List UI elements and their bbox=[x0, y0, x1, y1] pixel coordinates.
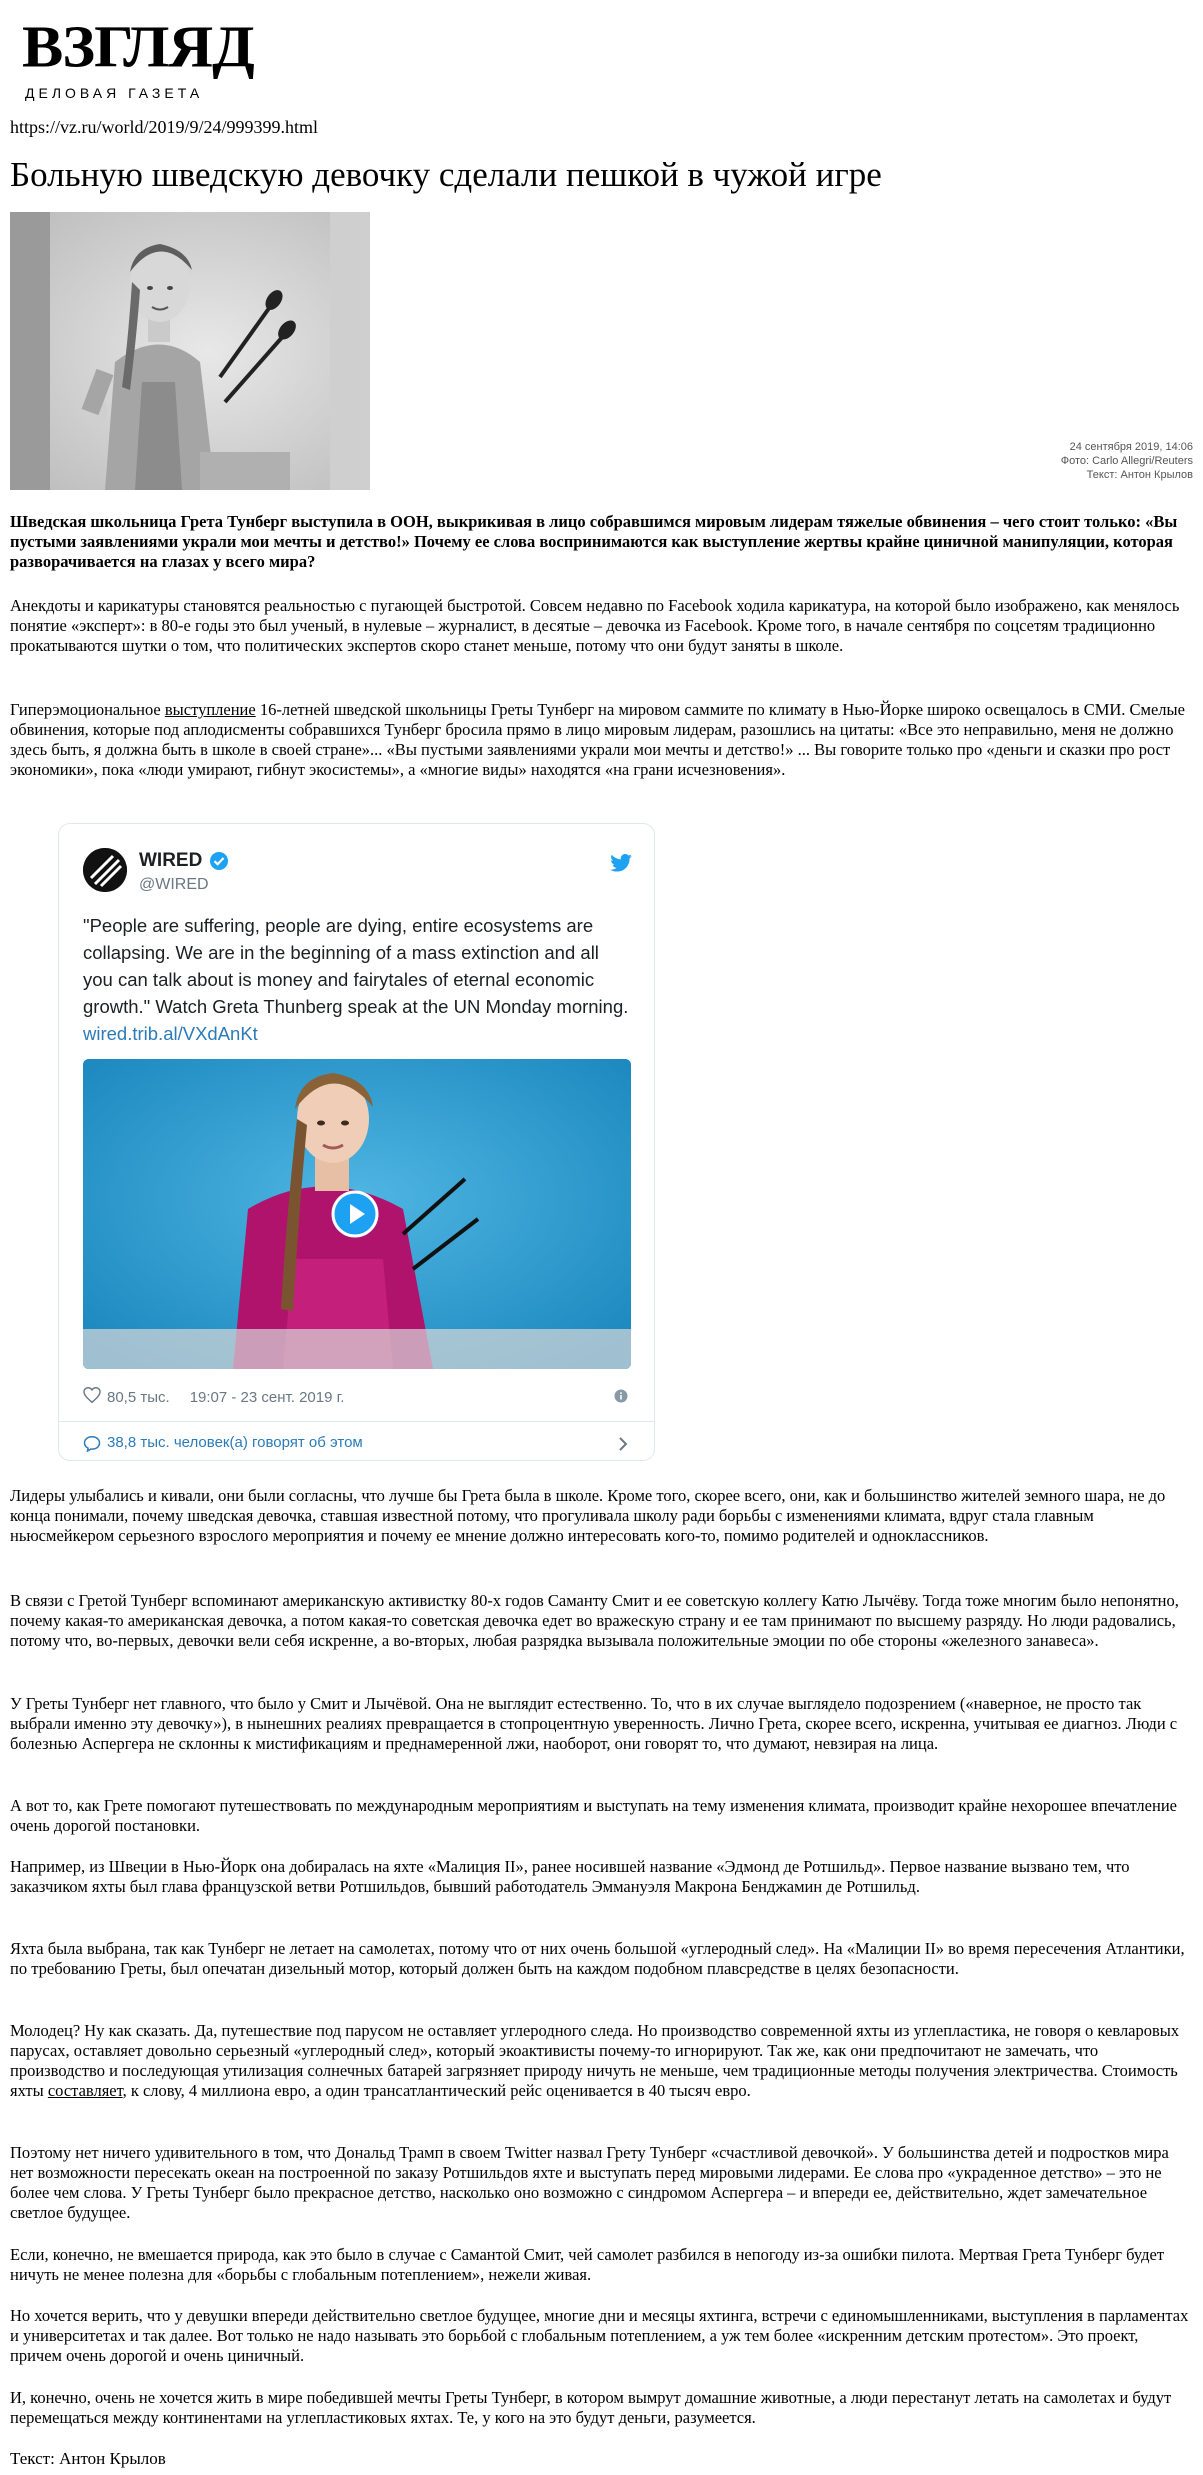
cost-link[interactable]: составляет bbox=[47, 2081, 123, 2100]
speech-bubble-icon bbox=[83, 1435, 101, 1452]
article-author: Текст: Антон Крылов bbox=[10, 2449, 166, 2468]
site-logo[interactable] bbox=[22, 15, 302, 101]
paragraph-8: Яхта была выбрана, так как Тунберг не летает на самолетах, потому что от них очень большой «углеродный след». На «Малиции II» во время пересечения Атлантики, по требованию Греты, был опечатан дизельный мотор, который должен быть на каждом подобном плавсредстве в целях безопасности. bbox=[10, 1939, 1185, 1978]
paragraph-7: Например, из Швеции в Нью-Йорк она добиралась на яхте «Малиция II», ранее носившей название «Эдмонд де Ротшильд». Первое название вызвано тем, что заказчиком яхты был глава французской ветви Ротшильдов, бывший работодатель Эммануэля Макрона Бенджамин де Ротшильд. bbox=[10, 1857, 1130, 1896]
tweet-video[interactable] bbox=[83, 1059, 631, 1369]
article-title: Больную шведскую девочку сделали пешкой в чужой игре bbox=[10, 155, 882, 194]
page-url: https://vz.ru/world/2019/9/24/999399.html bbox=[10, 117, 318, 137]
embedded-tweet[interactable] bbox=[58, 823, 655, 1461]
tweet-text bbox=[83, 912, 633, 1047]
photo-caption bbox=[1061, 440, 1193, 482]
heart-icon[interactable] bbox=[83, 1387, 101, 1408]
twitter-bird-icon[interactable] bbox=[610, 854, 632, 877]
logo-wordmark: ВЗГЛЯД bbox=[22, 15, 254, 80]
paragraph-9-text-a: Молодец? Ну как сказать. Да, путешествие под парусом не оставляет углеродного следа. Но производство современной яхты из углепластика, не говоря о кевларовых парусах, оставляет довольно серьезный «углеродный след», который экоактивисты почему-то игнорируют. Так же, как они предпочитают не замечать, что производство и последующая утилизация солнечных батарей загрязняет природу ничуть не меньше, чем традиционные методы получения электричества. Стоимость яхты bbox=[10, 2021, 1180, 2100]
tweet-replies-link[interactable] bbox=[83, 1434, 363, 1452]
verified-badge-icon bbox=[209, 851, 229, 876]
paragraph-2 bbox=[10, 700, 1194, 780]
tweet-meta bbox=[83, 1387, 344, 1408]
paragraph-4: В связи с Гретой Тунберг вспоминают американскую активистку 80-х годов Саманту Смит и ее советскую коллегу Катю Лычёву. Тогда тоже многим было непонятно, почему какая-то американская девочка, а потом какая-то советская девочка едет во вражескую страну и ее там принимают по высшему разряду. Но люди радовались, потому что, во-первых, девочки вели себя искренне, а во-вторых, любая разрядка вызывала положительные эмоции по обе стороны «железного занавеса». bbox=[10, 1591, 1179, 1650]
paragraph-11: Если, конечно, не вмешается природа, как это было в случае с Самантой Смит, чей самолет разбился в непогоду из-за ошибки пилота. Мертвая Грета Тунберг будет ничуть не менее полезна для «борьбы с глобальным потеплением», нежели живая. bbox=[10, 2245, 1165, 2284]
paragraph-2-text-a: Гиперэмоциональное bbox=[10, 700, 165, 719]
tweet-divider bbox=[59, 1421, 654, 1422]
tweet-replies-text[interactable]: 38,8 тыс. человек(а) говорят об этом bbox=[107, 1434, 363, 1451]
tweet-avatar[interactable] bbox=[83, 848, 127, 892]
play-icon[interactable] bbox=[331, 1190, 379, 1238]
article-photo bbox=[10, 212, 370, 490]
tweet-body: "People are suffering, people are dying, entire ecosystems are collapsing. We are in the beginning of a mass extinction and all you can talk about is money and fairytales of eternal economic growth." Watch Greta Thunberg speak at the UN Monday morning. bbox=[83, 915, 629, 1017]
paragraph-2-text-b: 16-летней шведской школьницы Греты Тунберг на мировом саммите по климату в Нью-Йорке широко освещалось в СМИ. Смелые обвинения, которые под аплодисменты собравшихся Тунберг бросила прямо в лицо мировым лидерам, разошлись на цитаты: «Все это неправильно, меня не должно здесь быть, я должна быть в школе в своей стране»... «Вы пустыми заявлениями украли мои мечты и детство!» ... Вы говорите только про «деньги и сказки про рост экономики», пока «люди умирают, гибнут экосистемы», а «многие виды» находятся «на грани исчезновения». bbox=[10, 700, 1185, 779]
tweet-likes[interactable]: 80,5 тыс. bbox=[107, 1388, 170, 1406]
speech-link[interactable]: выступление bbox=[164, 700, 256, 719]
tweet-author-handle[interactable]: @WIRED bbox=[139, 876, 209, 893]
paragraph-3: Лидеры улыбались и кивали, они были согласны, что лучше бы Грета была в школе. Кроме того, скорее всего, они, как и большинство жителей земного шара, не до конца понимали, почему шведская девочка, ставшая известной потому, что прогуливала школу ради борьбы с изменениями климата, вдруг стала главным ньюсмейкером серьезного взрослого мероприятия и почему ее мнение должно интересовать кого-то, помимо родителей и одноклассников. bbox=[10, 1486, 1166, 1545]
tweet-timestamp[interactable]: 19:07 - 23 сент. 2019 г. bbox=[189, 1388, 345, 1406]
tweet-author-name[interactable]: WIRED bbox=[139, 850, 203, 871]
paragraph-1: Анекдоты и карикатуры становятся реальностью с пугающей быстротой. Совсем недавно по Facebook ходила карикатура, на которой было изображено, как менялось понятие «эксперт»: в 80-е годы это был ученый, в нулевые – журналист, в десятые – девочка из Facebook. Кроме того, в начале сентября по соцсетям традиционно прокатываются шутки о том, что политических экспертов скоро станет меньше, потому что они будут заняты в школе. bbox=[10, 596, 1180, 655]
photo-text-credit: Текст: Антон Крылов bbox=[1086, 469, 1193, 481]
chevron-right-icon[interactable] bbox=[618, 1437, 628, 1456]
logo-subtitle: ДЕЛОВАЯ ГАЗЕТА bbox=[25, 85, 204, 101]
tweet-link[interactable]: wired.trib.al/VXdAnKt bbox=[83, 1023, 258, 1044]
paragraph-5: У Греты Тунберг нет главного, что было у Смит и Лычёвой. Она не выглядит естественно. То, что в их случае выглядело подозрением («наверное, не просто так выбрали именно эту девочку»), в нынешних реалиях превращается в стопроцентную уверенность. Лично Грета, скорее всего, искренна, учитывая ее диагноз. Люди с болезнью Аспергера не склонны к мистификациям и преднамеренной лжи, наоборот, они говорят то, что думают, невзирая на лица. bbox=[10, 1694, 1178, 1753]
paragraph-10: Поэтому нет ничего удивительного в том, что Дональд Трамп в своем Twitter назвал Грету Тунберг «счастливой девочкой». У большинства детей и подростков мира нет возможности пересекать океан на построенной по заказу Ротшильдов яхте и выступать перед мировыми лидерами. Ее слова про «украденное детство» – это не более чем слова. У Греты Тунберг было прекрасное детство, насколько оно возможно с синдромом Аспергера – и впереди ее, действительно, ждет замечательное светлое будущее. bbox=[10, 2143, 1169, 2222]
photo-credit: Фото: Carlo Allegri/Reuters bbox=[1060, 455, 1193, 467]
photo-date: 24 сентября 2019, 14:06 bbox=[1069, 441, 1193, 453]
paragraph-12: Но хочется верить, что у девушки впереди действительно светлое будущее, многие дни и месяцы яхтинга, встречи с единомышленниками, выступления в парламентах и университетах и так далее. Вот только не надо называть это борьбой с глобальным потеплением, а уж тем более «искренним детским протестом». Это проект, причем очень дорогой и очень циничный. bbox=[10, 2306, 1189, 2365]
paragraph-13: И, конечно, очень не хочется жить в мире победившей мечты Греты Тунберг, в котором вымрут домашние животные, а люди перестанут летать на самолетах и будут перемещаться между континентами на углепластиковых яхтах. Те, у кого на это будут деньги, разумеется. bbox=[10, 2388, 1172, 2427]
info-icon[interactable] bbox=[614, 1389, 628, 1408]
paragraph-9 bbox=[10, 2021, 1194, 2101]
article-lead: Шведская школьница Грета Тунберг выступила в ООН, выкрикивая в лицо собравшимся мировым лидерам тяжелые обвинения – чего стоит только: «Вы пустыми заявлениями украли мои мечты и детство!» Почему ее слова воспринимаются как выступление жертвы крайне циничной манипуляции, которая разворачивается на глазах у всего мира? bbox=[10, 512, 1178, 571]
paragraph-9-text-b: , к слову, 4 миллиона евро, а один трансатлантический рейс оценивается в 40 тысяч евро. bbox=[122, 2081, 751, 2100]
paragraph-6: А вот то, как Грете помогают путешествовать по международным мероприятиям и выступать на тему изменения климата, производит крайне нехорошее впечатление очень дорогой постановки. bbox=[10, 1796, 1177, 1835]
